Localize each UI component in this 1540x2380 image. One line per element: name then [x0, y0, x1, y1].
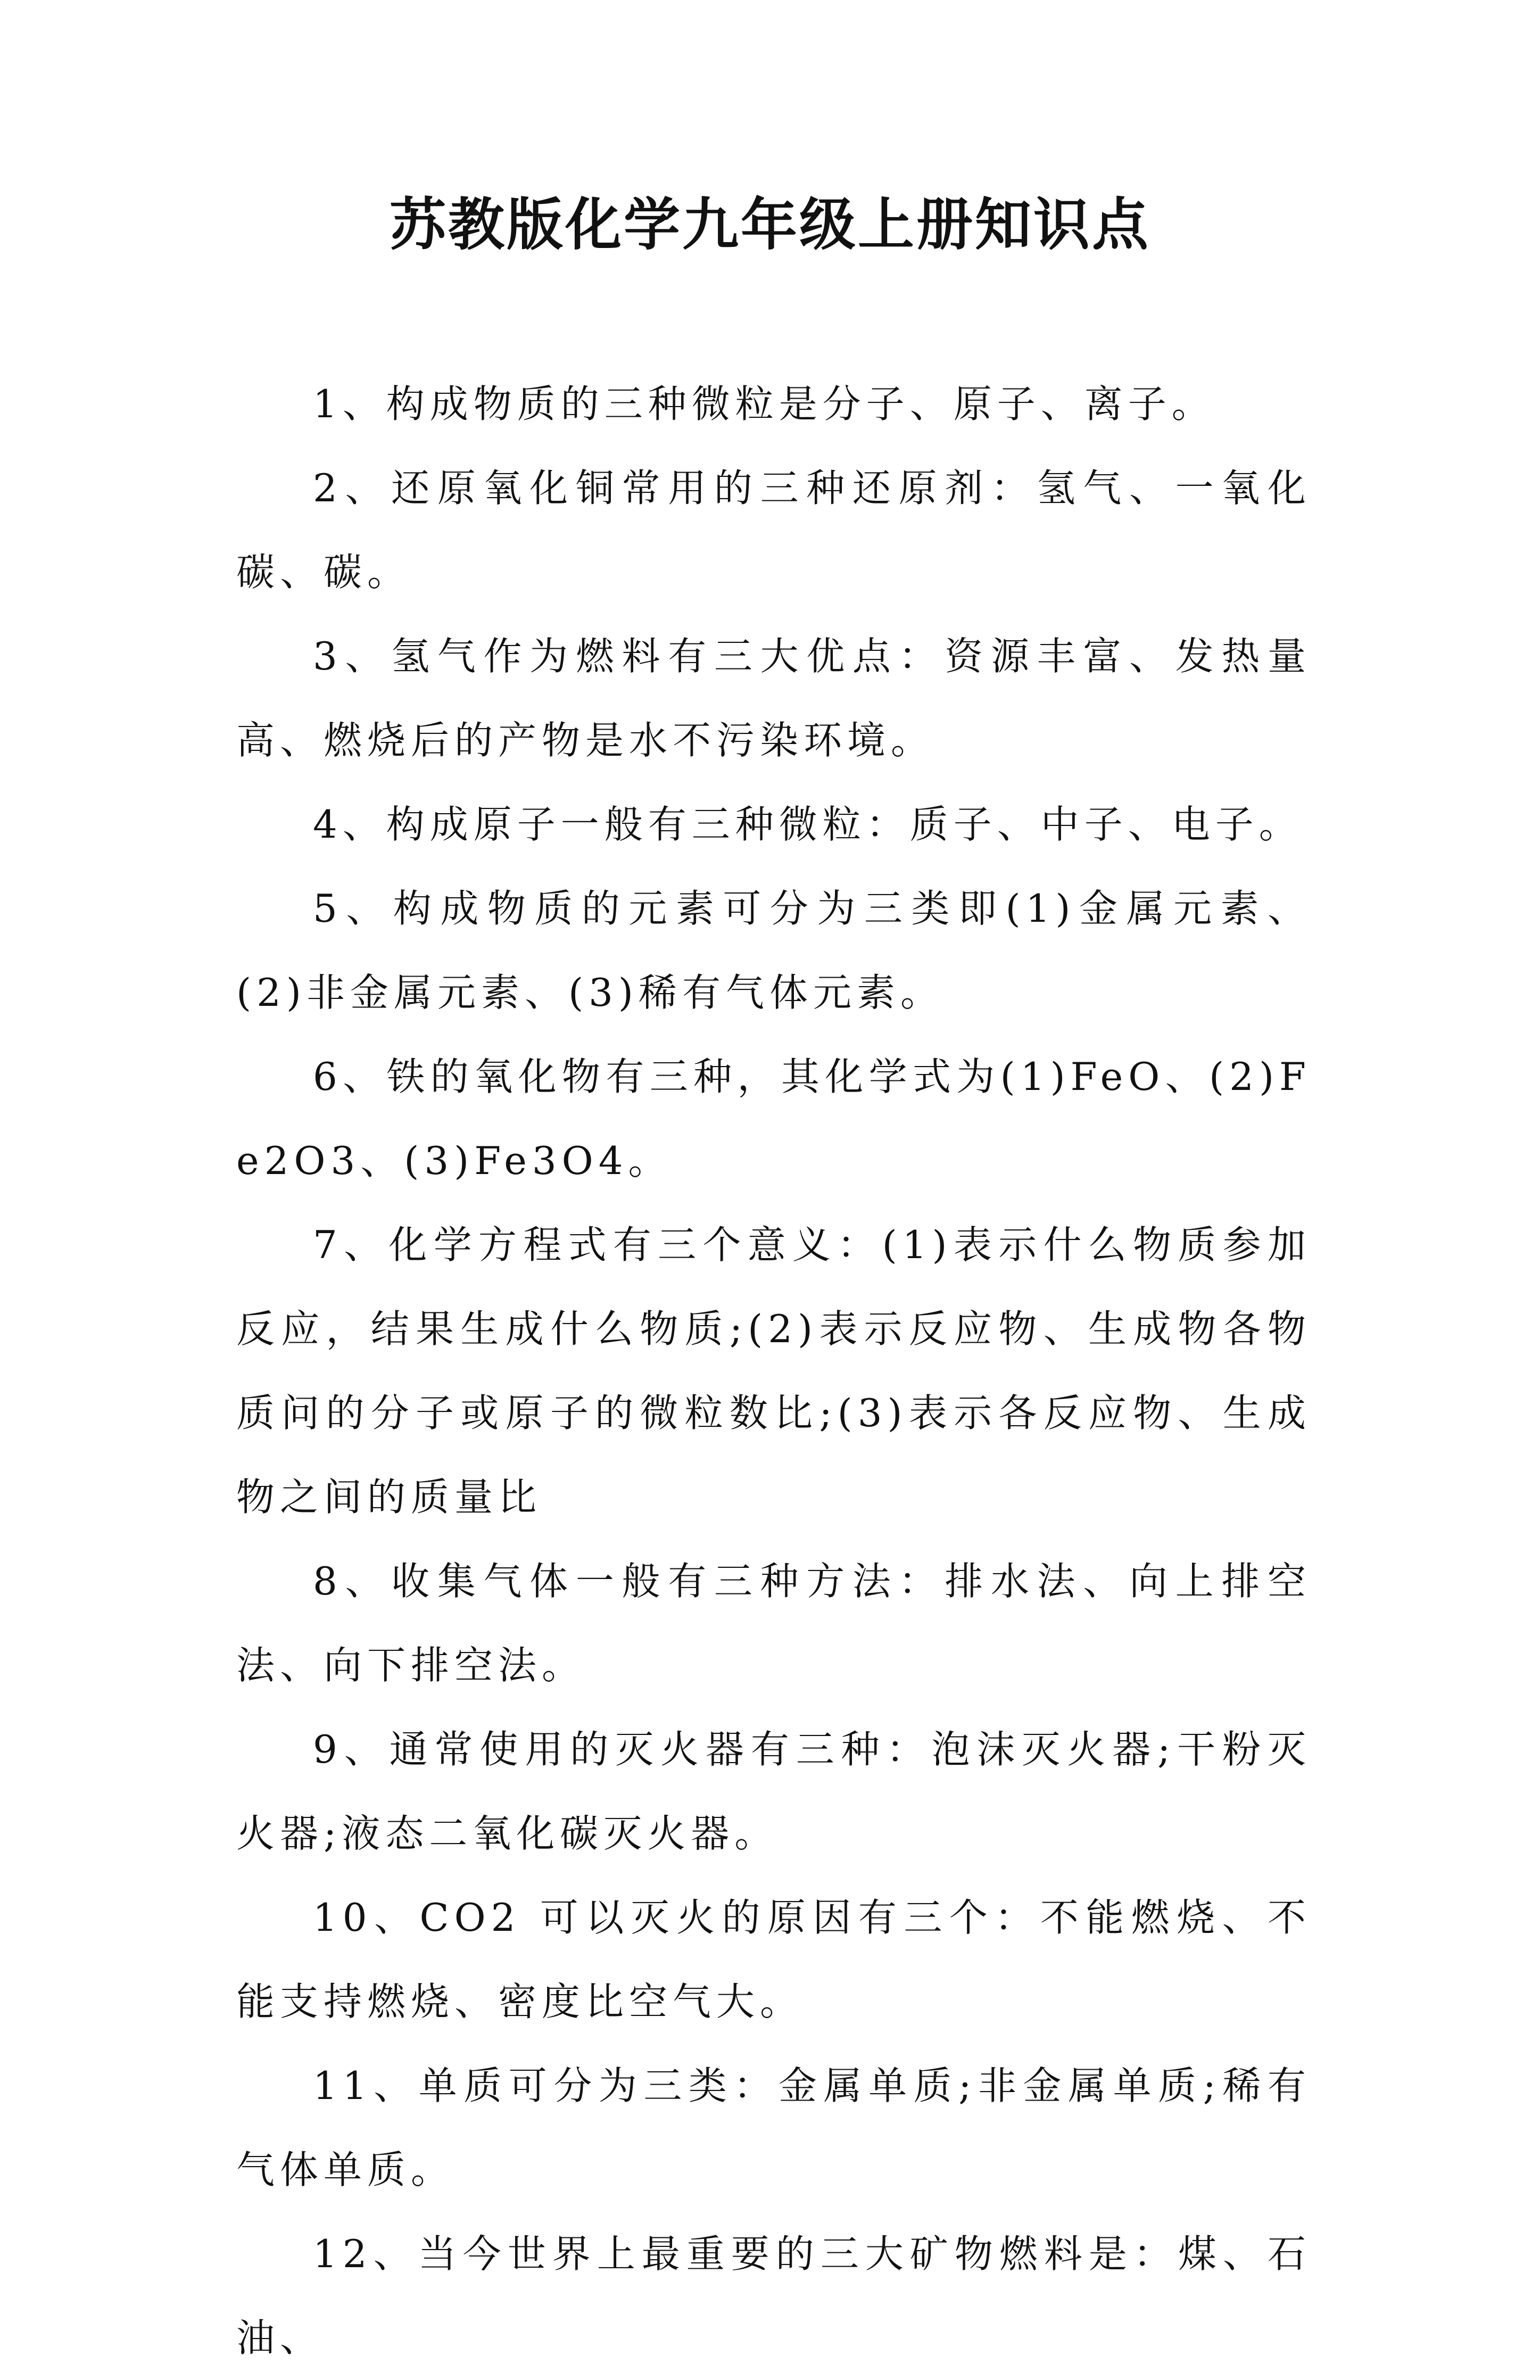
list-item: 1、构成物质的三种微粒是分子、原子、离子。: [313, 382, 1215, 426]
list-item: 11、单质可分为三类：金属单质;非金属单质;稀有气体单质。: [236, 2063, 1311, 2192]
document-title: 苏教版化学九年级上册知识点: [390, 191, 1150, 258]
list-item: 2、还原氧化铜常用的三种还原剂：氢气、一氧化碳、碳。: [236, 466, 1311, 594]
document-body: [236, 362, 1311, 2380]
list-item: 12、当今世界上最重要的三大矿物燃料是：煤、石油、: [236, 2232, 1311, 2360]
list-item: 3、氢气作为燃料有三大优点：资源丰富、发热量高、燃烧后的产物是水不污染环境。: [236, 634, 1311, 763]
list-item: 5、构成物质的元素可分为三类即(1)金属元素、(2)非金属元素、(3)稀有气体元素。: [236, 886, 1311, 1015]
list-item: 9、通常使用的灭火器有三种：泡沫灭火器;干粉灭火器;液态二氧化碳灭火器。: [236, 1727, 1311, 1856]
list-item: 8、收集气体一般有三种方法：排水法、向上排空法、向下排空法。: [236, 1559, 1311, 1688]
list-item: 6、铁的氧化物有三种，其化学式为(1)FeO、(2)Fe2O3、(3)Fe3O4。: [236, 1054, 1311, 1183]
list-item: 10、CO2 可以灭火的原因有三个：不能燃烧、不能支持燃烧、密度比空气大。: [236, 1895, 1311, 2024]
list-item: 4、构成原子一般有三种微粒：质子、中子、电子。: [313, 802, 1303, 847]
list-item: 7、化学方程式有三个意义：(1)表示什么物质参加反应，结果生成什么物质;(2)表示反应物、生成物各物质问的分子或原子的微粒数比;(3)表示各反应物、生成物之间的质量比: [236, 1222, 1311, 1519]
